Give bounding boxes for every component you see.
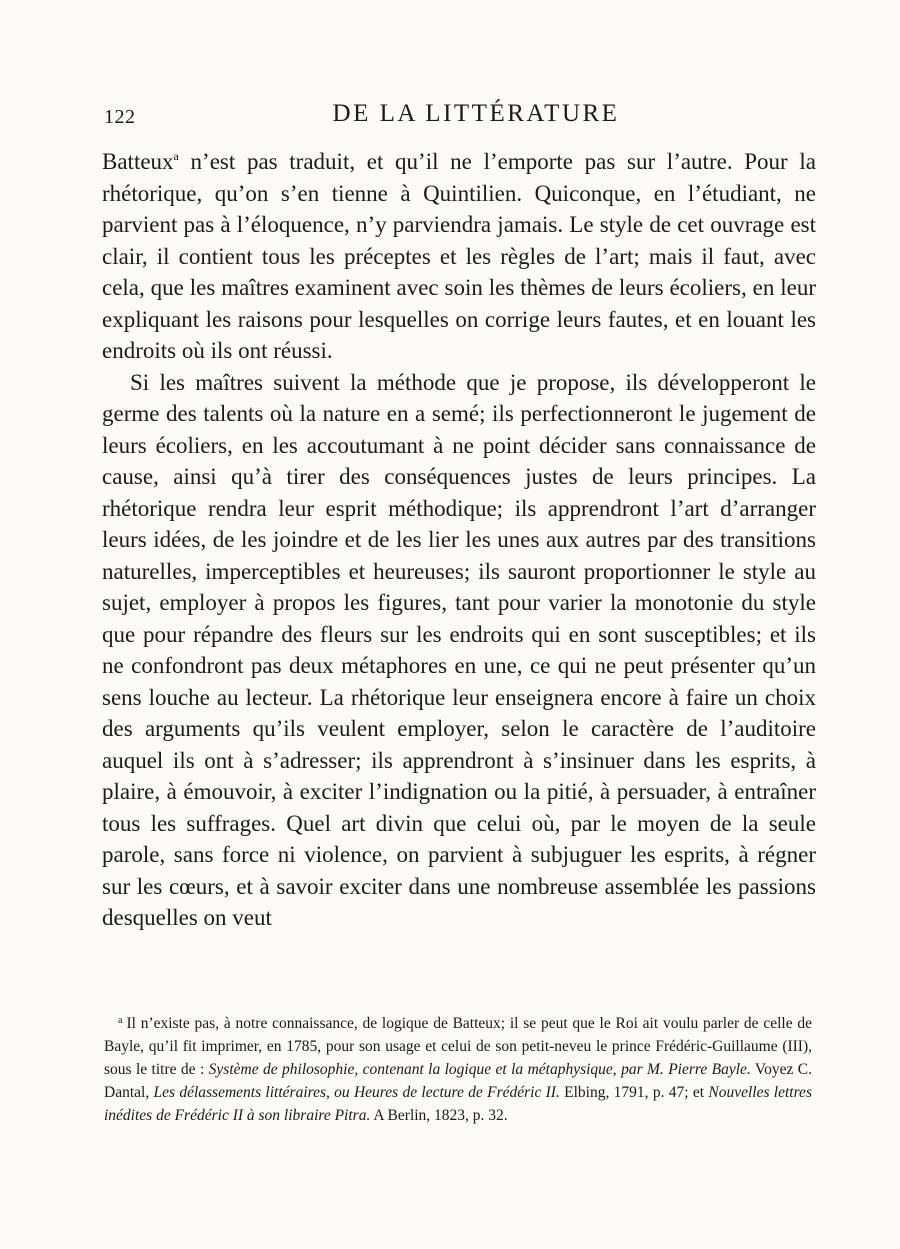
footnote-title-1: Système de philosophie, contenant la logique et la métaphysique, par M. Pierre Bayle. (208, 1061, 751, 1078)
footnote-text-2: Voyez C. Dantal, (104, 1061, 812, 1101)
running-head: DE LA LITTÉRATURE (332, 100, 620, 127)
footnote-marker: a (118, 1015, 123, 1026)
paragraph-1 (102, 146, 816, 367)
footnote-title-3: Nouvelles lettres inédites de Frédéric II à son libraire Pitra. (104, 1084, 812, 1124)
footnote-title-2: Les délassements littéraires, ou Heures de lecture de Frédéric II. (153, 1084, 560, 1101)
footnote-reference[interactable]: a (173, 149, 179, 163)
footnote-text-3: Elbing, 1791, p. 47; et (559, 1084, 709, 1101)
footnote-text-1: Il n’existe pas, à notre connaissance, de logique de Batteux; il se peut que le Roi ait voulu parler de celle de Bayle, qu’il fit imprimer, en 1785, pour son usage et celui de son petit-neveu le prince Frédéric-Guillaume (III), sous le titre de : (104, 1015, 812, 1078)
paragraph-2: Si les maîtres suivent la méthode que je propose, ils développeront le germe des talents où la nature en a semé; ils perfectionneront le jugement de leurs écoliers, en les accoutumant à ne point décider sans connaissance de cause, ainsi qu’à tirer des conséquences justes de leurs principes. La rhétorique rendra leur esprit méthodique; ils apprendront l’art d’arranger leurs idées, de les joindre et de les lier les unes aux autres par des transitions naturelles, imperceptibles et heureuses; ils sauront proportionner le style au sujet, employer à propos les figures, tant pour varier la monotonie du style que pour répandre des fleurs sur les endroits qui en sont susceptibles; et ils ne confondront pas deux métaphores en une, ce qui ne peut présenter qu’un sens louche au lecteur. La rhétorique leur enseignera encore à faire un choix des arguments qu’ils veulent employer, selon le caractère de l’auditoire auquel ils ont à s’adresser; ils apprendront à s’insinuer dans les esprits, à plaire, à émouvoir, à exciter l’indignation ou la pitié, à persuader, à entraîner tous les suffrages. Quel art divin que celui où, par le moyen de la seule parole, sans force ni violence, on parvient à subjuguer les esprits, à régner sur les cœurs, et à savoir exciter dans une nombreuse assemblée les passions desquelles on veut (102, 369, 816, 930)
main-text (102, 146, 816, 934)
page-number: 122 (104, 106, 136, 128)
paragraph-1-start: Batteux (102, 149, 174, 174)
page-header (104, 98, 818, 138)
paragraph-1-text: n’est pas traduit, et qu’il ne l’emporte pas sur l’autre. Pour la rhétorique, qu’on s’en tienne à Quintilien. Quiconque, en l’étudiant, ne parvient pas à l’éloquence, n’y parviendra jamais. Le style de cet ouvrage est clair, il contient tous les préceptes et les règles de l’art; mais il faut, avec cela, que les maîtres examinent avec soin les thèmes de leurs écoliers, en leur expliquant les raisons pour lesquelles on corrige leurs fautes, et en louant les endroits où ils ont réussi. (102, 149, 816, 363)
footnote (104, 1012, 812, 1127)
footnote-text-4: A Berlin, 1823, p. 32. (370, 1107, 508, 1124)
